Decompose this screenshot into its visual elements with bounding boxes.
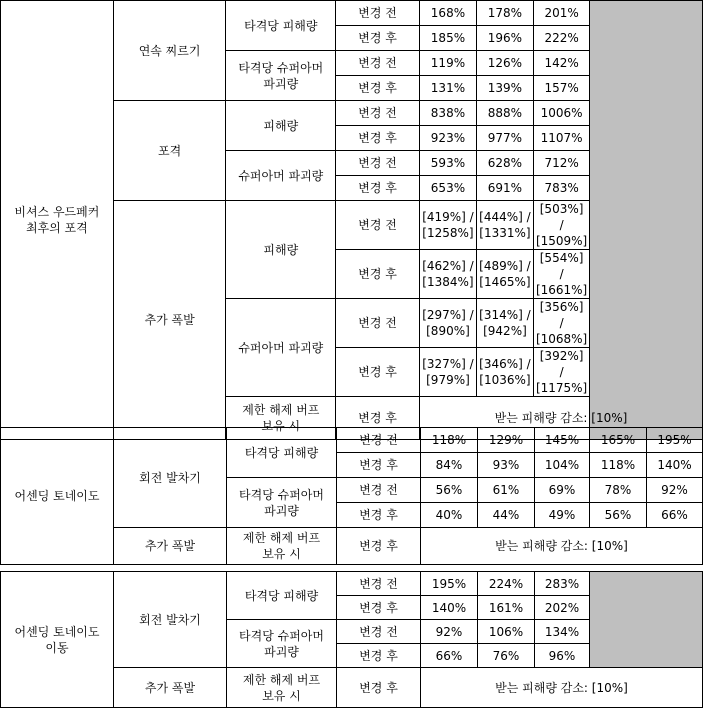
change-state: 변경 전: [336, 1, 420, 26]
skill-table-ascending-tornado: [0, 427, 703, 565]
value-cell: [554%] / [1661%]: [533, 250, 589, 299]
attribute-label: 제한 해제 버프 보유 시: [227, 528, 337, 565]
value-cell: 201%: [533, 1, 589, 26]
value-cell: 76%: [478, 644, 535, 668]
change-state: 변경 후: [336, 26, 420, 51]
value-cell: 66%: [421, 644, 478, 668]
change-state: 변경 후: [336, 348, 420, 397]
value-cell: 69%: [535, 478, 590, 503]
change-state: 변경 후: [336, 76, 420, 101]
value-cell: 44%: [478, 503, 535, 528]
value-cell: 712%: [533, 151, 589, 176]
change-state: 변경 전: [337, 478, 421, 503]
value-cell: 104%: [535, 453, 590, 478]
value-cell: 92%: [421, 620, 478, 644]
value-cell: 593%: [419, 151, 476, 176]
change-state: 변경 전: [336, 201, 420, 250]
value-cell: 92%: [647, 478, 703, 503]
change-state: 변경 후: [336, 397, 420, 440]
value-cell: 106%: [478, 620, 535, 644]
value-cell: [489%] / [1465%]: [476, 250, 533, 299]
value-cell: 195%: [647, 428, 703, 453]
skill-name: 어센딩 토네이도 이동: [1, 572, 114, 708]
change-state: 변경 후: [337, 596, 421, 620]
skill-name: 어센딩 토네이도: [1, 428, 114, 565]
change-state: 변경 전: [337, 572, 421, 596]
value-cell: 1006%: [533, 101, 589, 126]
value-cell: 628%: [476, 151, 533, 176]
change-state: 변경 후: [337, 644, 421, 668]
change-state: 변경 후: [337, 453, 421, 478]
value-cell: 56%: [590, 503, 647, 528]
value-cell: 1107%: [533, 126, 589, 151]
value-cell: [356%] / [1068%]: [533, 299, 589, 348]
value-cell: 838%: [419, 101, 476, 126]
group-name: 추가 폭발: [114, 668, 227, 708]
change-state: 변경 후: [336, 250, 420, 299]
value-cell: 139%: [476, 76, 533, 101]
value-cell: 126%: [476, 51, 533, 76]
value-cell: 84%: [421, 453, 478, 478]
value-cell: 49%: [535, 503, 590, 528]
value-cell: [327%] / [979%]: [419, 348, 476, 397]
value-cell: [444%] / [1331%]: [476, 201, 533, 250]
value-cell: 923%: [419, 126, 476, 151]
attribute-label: 피해량: [226, 101, 336, 151]
value-cell: 61%: [478, 478, 535, 503]
attribute-label: 타격당 슈퍼아머 파괴량: [226, 51, 336, 101]
value-cell: 145%: [535, 428, 590, 453]
group-name: 포격: [113, 101, 226, 201]
attribute-label: 타격당 슈퍼아머 파괴량: [227, 478, 337, 528]
attribute-label: 타격당 슈퍼아머 파괴량: [227, 620, 337, 668]
value-cell: 195%: [421, 572, 478, 596]
value-cell: 165%: [590, 428, 647, 453]
attribute-label: 타격당 피해량: [226, 1, 336, 51]
skill-table-ascending-tornado-move: [0, 571, 703, 708]
attribute-label: 제한 해제 버프 보유 시: [227, 668, 337, 708]
value-cell: 888%: [476, 101, 533, 126]
value-cell: 140%: [421, 596, 478, 620]
value-cell: [392%] / [1175%]: [533, 348, 589, 397]
empty-filler: [590, 572, 703, 668]
value-cell: 157%: [533, 76, 589, 101]
value-cell: 161%: [478, 596, 535, 620]
group-name: 추가 폭발: [114, 528, 227, 565]
value-cell: 56%: [421, 478, 478, 503]
value-cell: 129%: [478, 428, 535, 453]
change-state: 변경 전: [337, 428, 421, 453]
value-cell: 196%: [476, 26, 533, 51]
value-cell: [419%] / [1258%]: [419, 201, 476, 250]
value-cell: [503%] / [1509%]: [533, 201, 589, 250]
change-state: 변경 전: [336, 151, 420, 176]
attribute-label: 슈퍼아머 파괴량: [226, 299, 336, 397]
change-state: 변경 전: [336, 101, 420, 126]
change-state: 변경 후: [336, 176, 420, 201]
group-name: 회전 발차기: [114, 572, 227, 668]
value-cell: 691%: [476, 176, 533, 201]
value-cell: 140%: [647, 453, 703, 478]
group-name: 추가 폭발: [113, 201, 226, 440]
value-cell: 222%: [533, 26, 589, 51]
attribute-label: 타격당 피해량: [227, 428, 337, 478]
group-name: 회전 발차기: [114, 428, 227, 528]
value-cell: 134%: [535, 620, 590, 644]
attribute-label: 타격당 피해량: [227, 572, 337, 620]
buff-note: 받는 피해량 감소: [10%]: [421, 668, 703, 708]
change-state: 변경 후: [336, 126, 420, 151]
value-cell: [297%] / [890%]: [419, 299, 476, 348]
group-name: 연속 찌르기: [113, 1, 226, 101]
value-cell: 78%: [590, 478, 647, 503]
value-cell: 40%: [421, 503, 478, 528]
change-state: 변경 전: [336, 51, 420, 76]
value-cell: [346%] / [1036%]: [476, 348, 533, 397]
attribute-label: 피해량: [226, 201, 336, 299]
value-cell: 202%: [535, 596, 590, 620]
skill-name: 비셔스 우드페커 최후의 포격: [1, 1, 114, 440]
value-cell: 224%: [478, 572, 535, 596]
value-cell: 185%: [419, 26, 476, 51]
value-cell: 178%: [476, 1, 533, 26]
empty-filler: [590, 1, 703, 440]
value-cell: [314%] / [942%]: [476, 299, 533, 348]
change-state: 변경 후: [337, 528, 421, 565]
value-cell: 283%: [535, 572, 590, 596]
value-cell: [462%] / [1384%]: [419, 250, 476, 299]
value-cell: 142%: [533, 51, 589, 76]
attribute-label: 제한 해제 버프 보유 시: [226, 397, 336, 440]
value-cell: 168%: [419, 1, 476, 26]
attribute-label: 슈퍼아머 파괴량: [226, 151, 336, 201]
change-state: 변경 후: [337, 668, 421, 708]
buff-note: 받는 피해량 감소: [10%]: [419, 397, 702, 440]
value-cell: 783%: [533, 176, 589, 201]
buff-note: 받는 피해량 감소: [10%]: [421, 528, 703, 565]
value-cell: 66%: [647, 503, 703, 528]
change-state: 변경 전: [337, 620, 421, 644]
value-cell: 977%: [476, 126, 533, 151]
value-cell: 118%: [590, 453, 647, 478]
value-cell: 131%: [419, 76, 476, 101]
change-state: 변경 전: [336, 299, 420, 348]
value-cell: 93%: [478, 453, 535, 478]
value-cell: 96%: [535, 644, 590, 668]
value-cell: 653%: [419, 176, 476, 201]
value-cell: 118%: [421, 428, 478, 453]
value-cell: 119%: [419, 51, 476, 76]
change-state: 변경 후: [337, 503, 421, 528]
